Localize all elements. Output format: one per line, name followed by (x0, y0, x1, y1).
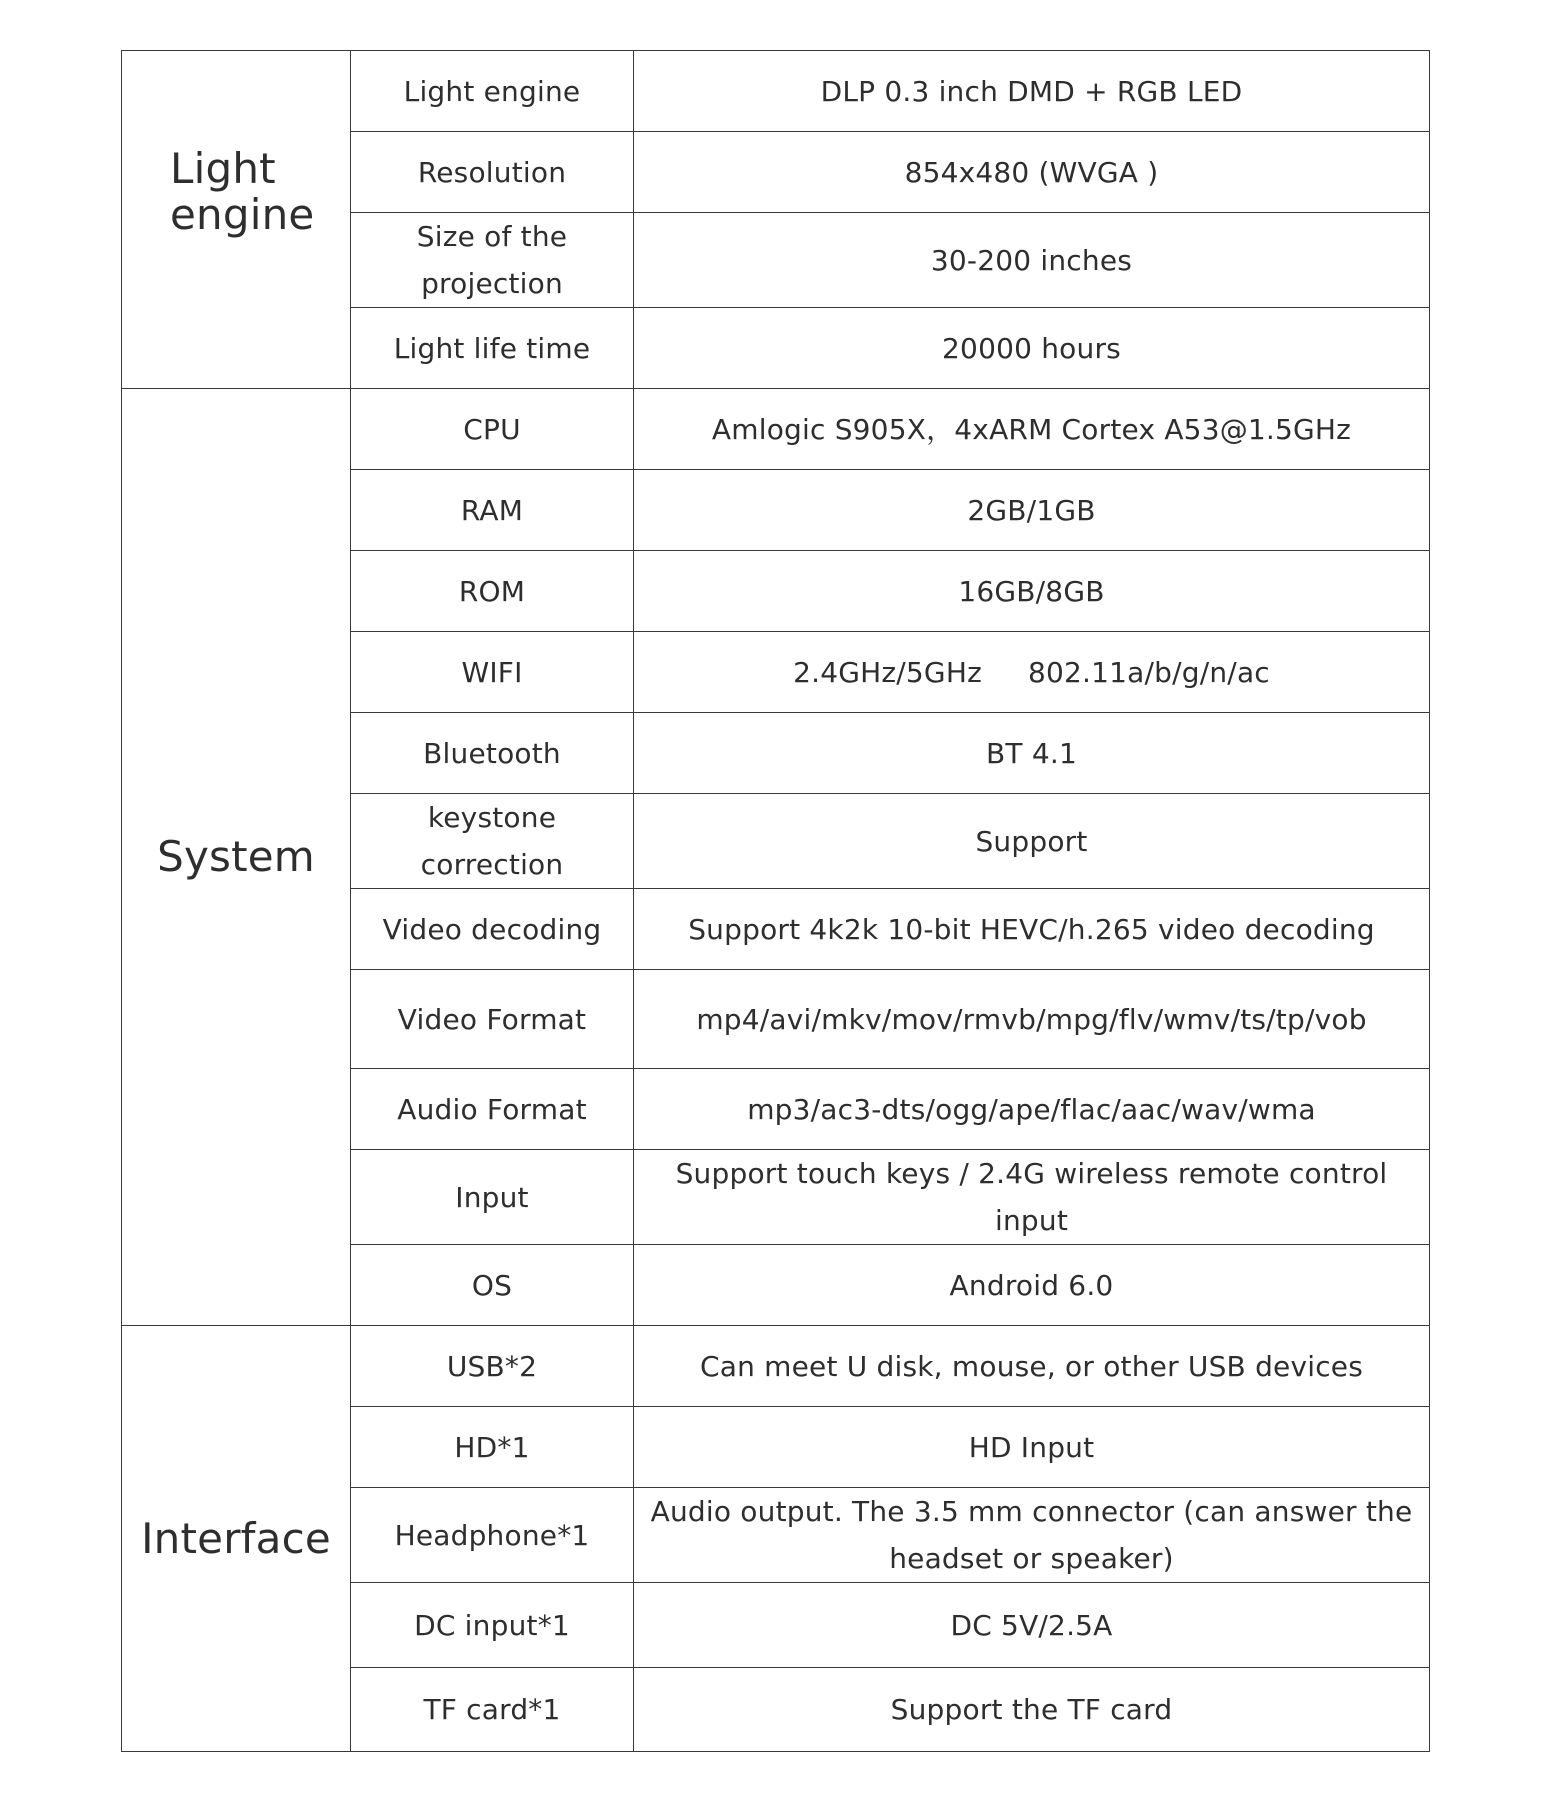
spec-label: Input (351, 1150, 634, 1245)
spec-value: Amlogic S905X，4xARM Cortex A53@1.5GHz (634, 389, 1430, 470)
table-row (122, 1326, 1430, 1407)
spec-value: Can meet U disk, mouse, or other USB devices (634, 1326, 1430, 1407)
spec-label: TF card*1 (351, 1668, 634, 1752)
spec-label: DC input*1 (351, 1583, 634, 1668)
spec-label: Light engine (351, 51, 634, 132)
spec-value: 30-200 inches (634, 213, 1430, 308)
spec-label: Audio Format (351, 1069, 634, 1150)
spec-value: 854x480 (WVGA ) (634, 132, 1430, 213)
spec-label: WIFI (351, 632, 634, 713)
spec-value: 2GB/1GB (634, 470, 1430, 551)
wifi-standards: 802.11a/b/g/n/ac (1027, 655, 1270, 689)
spec-label: Light life time (351, 308, 634, 389)
table-row (122, 389, 1430, 470)
spec-value: Support the TF card (634, 1668, 1430, 1752)
spec-label: CPU (351, 389, 634, 470)
spec-label: Size of the projection (351, 213, 634, 308)
spec-value: Audio output. The 3.5 mm connector (can answer the headset or speaker) (634, 1488, 1430, 1583)
table-row (122, 51, 1430, 132)
spec-label: OS (351, 1245, 634, 1326)
spec-label: ROM (351, 551, 634, 632)
spec-value (634, 632, 1430, 713)
group-label-light-engine: Light engine (122, 51, 351, 389)
spec-table (121, 50, 1430, 1752)
spec-value: DC 5V/2.5A (634, 1583, 1430, 1668)
spec-label: RAM (351, 470, 634, 551)
spec-label: keystone correction (351, 794, 634, 889)
spec-value: Support (634, 794, 1430, 889)
spec-value: HD Input (634, 1407, 1430, 1488)
wifi-bands: 2.4GHz/5GHz (793, 655, 982, 689)
spec-value: Android 6.0 (634, 1245, 1430, 1326)
spec-label: Bluetooth (351, 713, 634, 794)
spec-value: 16GB/8GB (634, 551, 1430, 632)
spec-value: mp3/ac3-dts/ogg/ape/flac/aac/wav/wma (634, 1069, 1430, 1150)
spec-value: 20000 hours (634, 308, 1430, 389)
spec-value: DLP 0.3 inch DMD + RGB LED (634, 51, 1430, 132)
group-label-interface: Interface (122, 1326, 351, 1752)
spec-label: Headphone*1 (351, 1488, 634, 1583)
spec-value: Support touch keys / 2.4G wireless remote control input (634, 1150, 1430, 1245)
spec-value: BT 4.1 (634, 713, 1430, 794)
spec-label: Resolution (351, 132, 634, 213)
group-label-system: System (122, 389, 351, 1326)
spec-label: Video decoding (351, 889, 634, 970)
spec-label: USB*2 (351, 1326, 634, 1407)
spec-value: mp4/avi/mkv/mov/rmvb/mpg/flv/wmv/ts/tp/vob (634, 970, 1430, 1069)
spec-label: Video Format (351, 970, 634, 1069)
spec-label: HD*1 (351, 1407, 634, 1488)
spec-value: Support 4k2k 10-bit HEVC/h.265 video decoding (634, 889, 1430, 970)
